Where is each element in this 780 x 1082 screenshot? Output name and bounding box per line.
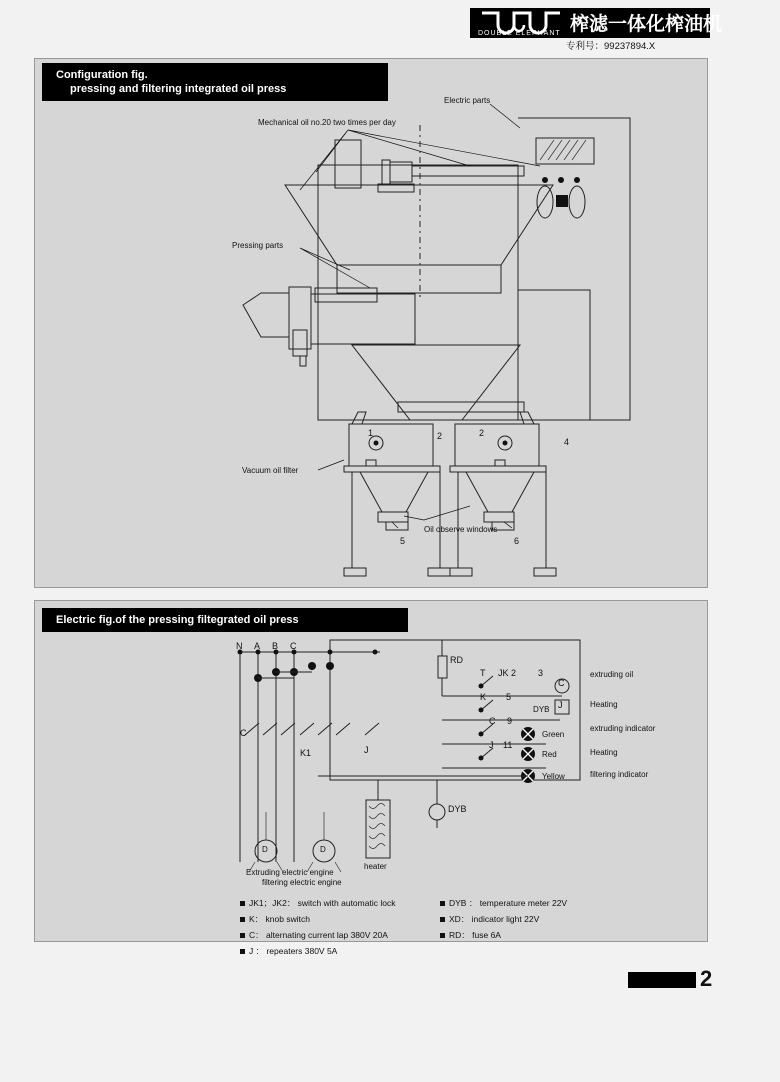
legend-k-text: K： knob switch [249, 914, 310, 924]
caption-electric-parts: Electric parts [444, 96, 491, 105]
configuration-title-line2: pressing and filtering integrated oil press [70, 83, 287, 95]
brand-name-cn: 榨滤一体化榨油机 [570, 13, 723, 35]
label-extruding-indicator: extruding indicator [590, 724, 656, 733]
node-c-right: C [558, 678, 565, 688]
node-9: 9 [507, 716, 513, 726]
caption-vacuum-oil-filter: Vacuum oil filter [242, 466, 299, 475]
patent-value: 99237894.X [604, 41, 656, 52]
logo-wordmark: DOUBLE ELEPHANT [478, 30, 561, 37]
label-filtering-indicator: filtering indicator [590, 770, 649, 779]
page-number-bar [628, 972, 696, 988]
legend-c [240, 929, 388, 941]
callout-4: 4 [564, 437, 570, 447]
legend-bullet-icon [440, 933, 445, 938]
legend-dyb-text: DYB ： temperature meter 22V [449, 898, 568, 908]
caption-oil-observe-windows: Oil observe windows [424, 525, 498, 534]
node-k1: K1 [300, 748, 312, 758]
patent-label: 专利号： [566, 41, 605, 52]
terminal-a: A [254, 641, 261, 651]
node-t: T [480, 668, 486, 678]
node-c-left: C [240, 728, 247, 738]
legend-rd [440, 929, 501, 941]
node-c-low: C [489, 716, 496, 726]
legend-bullet-icon [240, 917, 245, 922]
legend-jk [240, 897, 395, 909]
node-j-right: J [558, 700, 563, 710]
legend-c-text: C： alternating current lap 380V 20A [249, 930, 388, 940]
configuration-title-line1: Configuration fig. [56, 69, 148, 81]
callout-5: 5 [400, 536, 406, 546]
label-extruding-oil: extruding oil [590, 670, 634, 679]
legend-jk-text: JK1；JK2： switch with automatic lock [249, 898, 396, 908]
motor-d2: D [320, 845, 326, 854]
node-rd: RD [450, 655, 463, 665]
label-heating-1: Heating [590, 700, 618, 709]
label-filtering-engine: filtering electric engine [262, 878, 342, 887]
legend-j-text: J ： repeaters 380V 5A [249, 946, 338, 956]
label-heater: heater [364, 862, 387, 871]
electric-panel-title: Electric fig.of the pressing filtegrated oil press [42, 608, 408, 632]
lamp-color-green: Green [542, 730, 565, 739]
legend-bullet-icon [240, 949, 245, 954]
motor-d1: D [262, 845, 268, 854]
callout-1: 1 [368, 428, 374, 438]
terminal-c: C [290, 641, 297, 651]
terminal-n: N [236, 641, 243, 651]
legend-bullet-icon [240, 901, 245, 906]
node-dyb-transformer: DYB [448, 804, 467, 814]
callout-6: 6 [514, 536, 520, 546]
node-11: 11 [503, 740, 513, 750]
legend-bullet-icon [440, 901, 445, 906]
node-j-left: J [364, 745, 369, 755]
label-extruding-engine: Extruding electric engine [246, 868, 334, 877]
terminal-b: B [272, 641, 279, 651]
page-number: 2 [700, 966, 713, 991]
label-heating-2: Heating [590, 748, 618, 757]
legend-rd-text: RD： fuse 6A [449, 930, 501, 940]
legend-xd-text: XD： indicator light 22V [449, 914, 540, 924]
node-3: 3 [538, 668, 544, 678]
caption-mechanical-oil: Mechanical oil no.20 two times per day [258, 118, 396, 127]
node-k: K [480, 692, 487, 702]
legend-k [240, 913, 310, 925]
lamp-color-red: Red [542, 750, 557, 759]
legend-bullet-icon [240, 933, 245, 938]
legend-dyb [440, 897, 567, 909]
node-5: 5 [506, 692, 512, 702]
caption-pressing-parts: Pressing parts [232, 241, 284, 250]
node-j-low: J [489, 740, 494, 750]
callout-2b: 2 [479, 428, 485, 438]
legend-xd [440, 913, 539, 925]
node-dyb-small: DYB [533, 705, 550, 714]
lamp-color-yellow: Yellow [542, 772, 565, 781]
legend-bullet-icon [440, 917, 445, 922]
callout-2a: 2 [437, 431, 443, 441]
legend-j [240, 945, 337, 957]
node-jk2: JK 2 [498, 668, 517, 678]
